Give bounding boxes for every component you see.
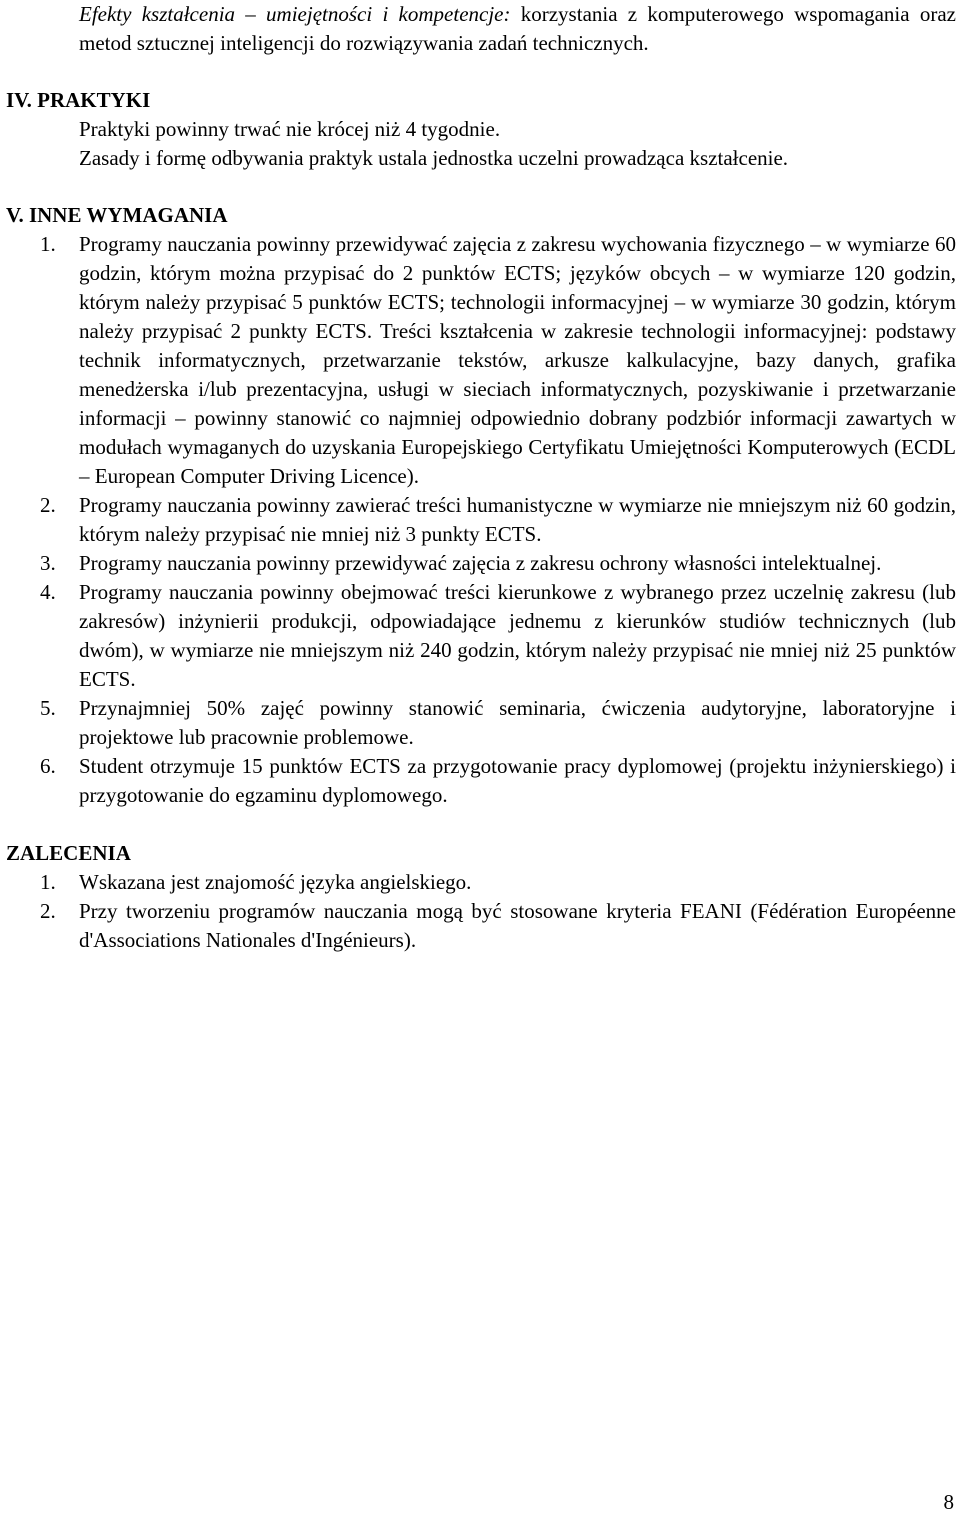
document-page bbox=[6, 0, 956, 955]
list-item-number: 1. bbox=[40, 232, 56, 256]
list-item-text: Student otrzymuje 15 punktów ECTS za przygotowanie pracy dyplomowej (projektu inżynierskiego) i przygotowanie do egzaminu dyplomowego. bbox=[79, 754, 956, 807]
list-item-number: 4. bbox=[40, 580, 56, 604]
list-item bbox=[6, 578, 956, 694]
section-5-heading: V. INNE WYMAGANIA bbox=[6, 203, 228, 227]
list-item bbox=[6, 549, 956, 578]
list-item bbox=[6, 897, 956, 955]
section-4-line-1: Praktyki powinny trwać nie krócej niż 4 tygodnie. bbox=[79, 117, 501, 141]
list-item bbox=[6, 868, 956, 897]
section-4-heading: IV. PRAKTYKI bbox=[6, 88, 151, 112]
intro-paragraph bbox=[79, 0, 956, 58]
list-item-number: 5. bbox=[40, 696, 56, 720]
spacer bbox=[6, 173, 956, 201]
list-item bbox=[6, 694, 956, 752]
list-item bbox=[6, 752, 956, 810]
list-item bbox=[6, 491, 956, 549]
list-item-text: Przynajmniej 50% zajęć powinny stanowić seminaria, ćwiczenia audytoryjne, laboratoryjne i projektowe lub pracownie problemowe. bbox=[79, 696, 956, 749]
list-item-text: Programy nauczania powinny przewidywać zajęcia z zakresu wychowania fizycznego – w wymiarze 60 godzin, którym można przypisać do 2 punktów ECTS; języków obcych – w wymiarze 120 godzin, którym należy przypisać 5 punktów ECTS; technologii informacyjnej – w wymiarze 30 godzin, którym należy przypisać 2 punkty ECTS. Treści kształcenia w zakresie technologii informacyjnej: podstawy technik informatycznych, przetwarzanie tekstów, arkusze kalkulacyjne, bazy danych, grafika menedżerska i/lub prezentacyjna, usługi w sieciach informatycznych, pozyskiwanie i przetwarzanie informacji – powinny stanowić co najmniej odpowiednio dobrany podzbiór informacji zawartych w modułach wymaganych do uzyskania Europejskiego Certyfikatu Umiejętności Komputerowych (ECDL – European Computer Driving Licence). bbox=[79, 232, 956, 488]
intro-label: Efekty kształcenia – umiejętności i kompetencje: bbox=[79, 2, 511, 26]
recommendations-heading: ZALECENIA bbox=[6, 841, 131, 865]
list-item-number: 2. bbox=[40, 899, 56, 923]
spacer bbox=[6, 810, 956, 839]
list-item-text: Przy tworzeniu programów nauczania mogą być stosowane kryteria FEANI (Fédération Européenne d'Associations Nationales d'Ingénieurs). bbox=[79, 899, 956, 952]
spacer bbox=[6, 58, 956, 86]
list-item-text: Programy nauczania powinny zawierać treści humanistyczne w wymiarze nie mniejszym niż 60 godzin, którym należy przypisać nie mniej niż 3 punkty ECTS. bbox=[79, 493, 956, 546]
list-item-text: Wskazana jest znajomość języka angielskiego. bbox=[79, 870, 472, 894]
list-item-number: 3. bbox=[40, 551, 56, 575]
list-item-number: 6. bbox=[40, 754, 56, 778]
section-4-line-2: Zasady i formę odbywania praktyk ustala jednostka uczelni prowadząca kształcenie. bbox=[79, 146, 789, 170]
list-item-text: Programy nauczania powinny obejmować treści kierunkowe z wybranego przez uczelnię zakresu (lub zakresów) inżynierii produkcji, odpowiadające jednemu z kierunków studiów technicznych (lub dwóm), w wymiarze nie mniejszym niż 240 godzin, którym należy przypisać nie mniej niż 25 punktów ECTS. bbox=[79, 580, 956, 691]
list-item-number: 2. bbox=[40, 493, 56, 517]
page-number: 8 bbox=[943, 1490, 954, 1514]
list-item bbox=[6, 230, 956, 491]
list-item-number: 1. bbox=[40, 870, 56, 894]
list-item-text: Programy nauczania powinny przewidywać zajęcia z zakresu ochrony własności intelektualnej. bbox=[79, 551, 882, 575]
intro-text: korzystania z komputerowego wspomagania oraz metod sztucznej inteligencji do rozwiązywania zadań technicznych. bbox=[79, 2, 956, 55]
